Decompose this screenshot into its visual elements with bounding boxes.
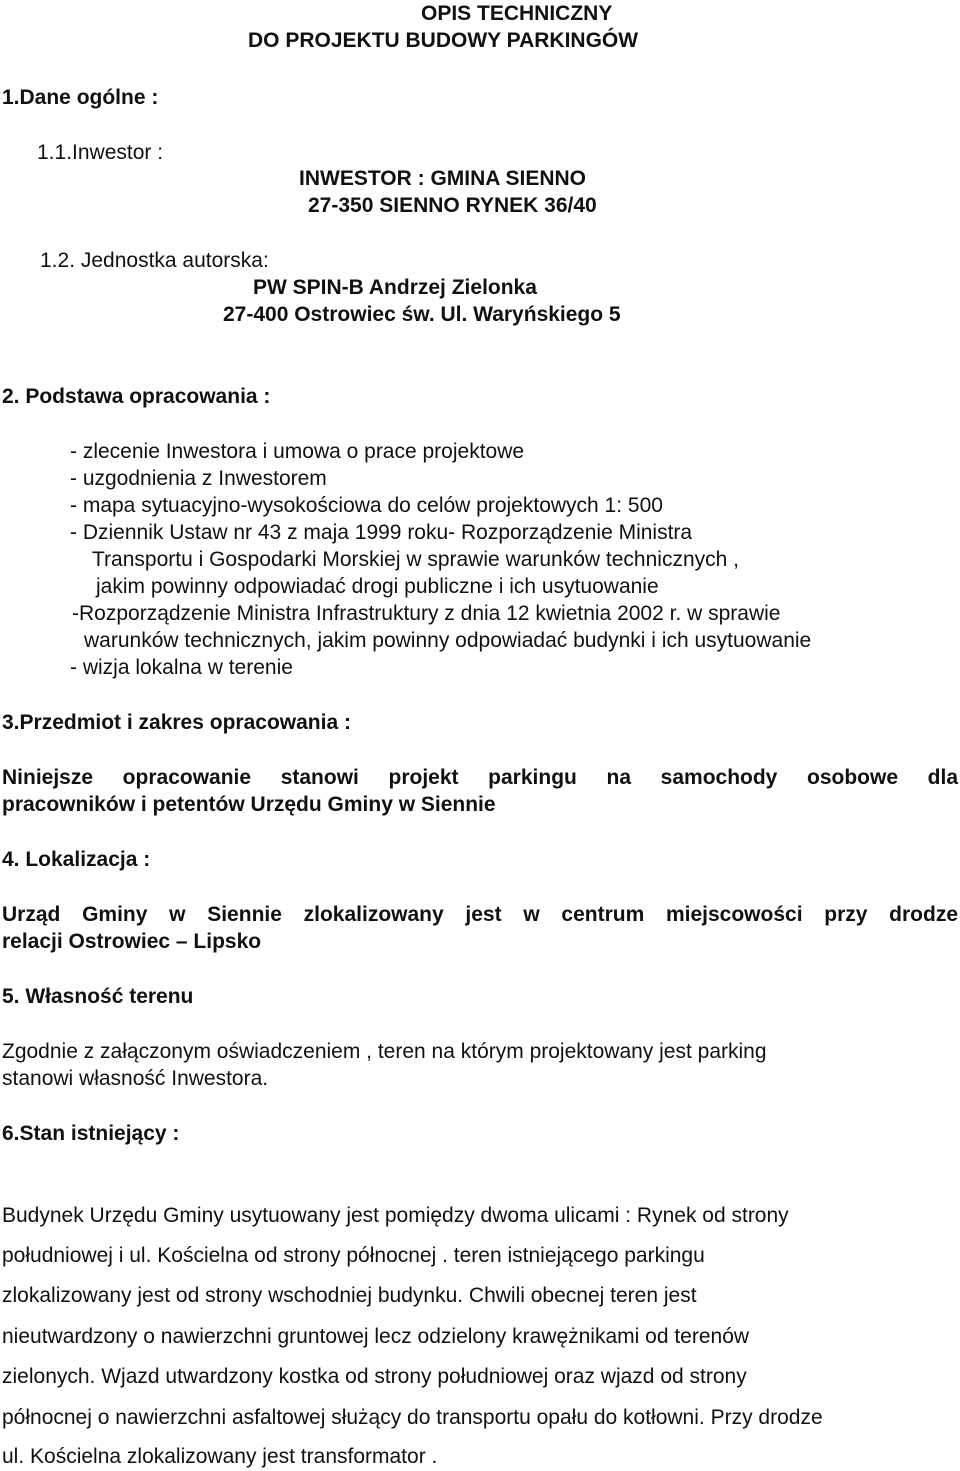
scope-paragraph-line-1: Niniejsze opracowanie stanowi projekt parkingu na samochody osobowe dla [2, 766, 958, 789]
basis-item: - wizja lokalna w terenie [70, 656, 293, 679]
ownership-paragraph-line-2: stanowi własność Inwestora. [2, 1067, 269, 1090]
investor-label: 1.1.Inwestor : [37, 141, 164, 164]
author-unit-name: PW SPIN-B Andrzej Zielonka [253, 276, 537, 299]
section-2-heading: 2. Podstawa opracowania : [2, 385, 271, 408]
basis-item: - Dziennik Ustaw nr 43 z maja 1999 roku- Rozporządzenie Ministra [70, 521, 693, 544]
existing-state-line: ul. Kościelna zlokalizowany jest transformator . [2, 1445, 438, 1468]
section-6-heading: 6.Stan istniejący : [2, 1122, 180, 1145]
basis-item: -Rozporządzenie Ministra Infrastruktury z dnia 12 kwietnia 2002 r. w sprawie [72, 602, 781, 625]
location-paragraph-line-2: relacji Ostrowiec – Lipsko [2, 930, 262, 953]
section-3-heading: 3.Przedmiot i zakres opracowania : [2, 711, 351, 734]
existing-state-line: Budynek Urzędu Gminy usytuowany jest pomiędzy dwoma ulicami : Rynek od strony [2, 1204, 789, 1227]
scope-paragraph-line-2: pracowników i petentów Urzędu Gminy w Siennie [2, 793, 496, 816]
investor-name: INWESTOR : GMINA SIENNO [299, 167, 587, 190]
section-4-heading: 4. Lokalizacja : [2, 848, 151, 871]
section-5-heading: 5. Własność terenu [2, 985, 194, 1008]
author-unit-address: 27-400 Ostrowiec św. Ul. Waryńskiego 5 [223, 303, 621, 326]
existing-state-line: nieutwardzony o nawierzchni gruntowej lecz odzielony krawężnikami od terenów [2, 1325, 750, 1348]
existing-state-line: zielonych. Wjazd utwardzony kostka od strony południowej oraz wjazd od strony [2, 1365, 747, 1388]
basis-item-continuation: warunków technicznych, jakim powinny odpowiadać budynki i ich usytuowanie [84, 629, 812, 652]
author-unit-label: 1.2. Jednostka autorska: [40, 249, 269, 272]
basis-item: - uzgodnienia z Inwestorem [70, 467, 327, 490]
section-1-heading: 1.Dane ogólne : [2, 86, 159, 109]
basis-item-continuation: jakim powinny odpowiadać drogi publiczne i ich usytuowanie [96, 575, 659, 598]
ownership-paragraph-line-1: Zgodnie z załączonym oświadczeniem , teren na którym projektowany jest parking [2, 1040, 767, 1063]
basis-item-continuation: Transportu i Gospodarki Morskiej w sprawie warunków technicznych , [92, 548, 739, 571]
basis-item: - zlecenie Inwestora i umowa o prace projektowe [70, 440, 525, 463]
location-paragraph-line-1: Urząd Gminy w Siennie zlokalizowany jest w centrum miejscowości przy drodze [2, 903, 958, 926]
document-title-line-1: OPIS TECHNICZNY [421, 2, 613, 25]
document-title-line-2: DO PROJEKTU BUDOWY PARKINGÓW [248, 29, 639, 52]
existing-state-line: zlokalizowany jest od strony wschodniej budynku. Chwili obecnej teren jest [2, 1284, 697, 1307]
investor-address: 27-350 SIENNO RYNEK 36/40 [308, 194, 597, 217]
existing-state-line: południowej i ul. Kościelna od strony północnej . teren istniejącego parkingu [2, 1244, 705, 1267]
basis-item: - mapa sytuacyjno-wysokościowa do celów projektowych 1: 500 [70, 494, 663, 517]
existing-state-line: północnej o nawierzchni asfaltowej służący do transportu opału do kotłowni. Przy drodze [2, 1406, 823, 1429]
